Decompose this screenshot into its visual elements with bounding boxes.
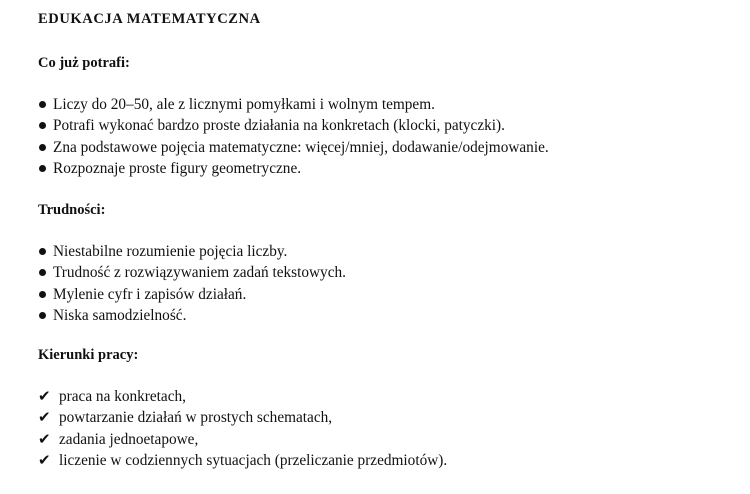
difficulties-list (38, 241, 346, 326)
list-item (38, 137, 549, 158)
list-item-text: Potrafi wykonać bardzo proste działania na konkretach (klocki, patyczki). (53, 117, 505, 135)
list-item (38, 94, 549, 115)
list-item-text: praca na konkretach, (59, 388, 186, 405)
section-heading-abilities: Co już potrafi: (38, 55, 130, 71)
list-item (38, 158, 549, 179)
bullet-icon (39, 122, 46, 129)
list-item-text: Liczy do 20–50, ale z licznymi pomyłkami i wolnym tempem. (53, 96, 435, 113)
list-item-text: powtarzanie działań w prostych schematach, (59, 409, 333, 427)
list-item (38, 386, 447, 407)
list-item (38, 241, 346, 262)
abilities-list (38, 94, 549, 179)
list-item-text: Zna podstawowe pojęcia matematyczne: więcej/mniej, dodawanie/odejmowanie. (53, 138, 549, 156)
checkmark-icon: ✔ (38, 429, 51, 448)
bullet-icon (39, 291, 46, 298)
bullet-icon (39, 248, 46, 255)
list-item-text: Trudność z rozwiązywaniem zadań tekstowych. (53, 264, 346, 282)
section-heading-work-directions: Kierunki pracy: (38, 347, 139, 363)
list-item (38, 305, 346, 326)
list-item (38, 407, 447, 428)
bullet-icon (39, 269, 46, 276)
list-item (38, 284, 346, 305)
list-item-text: zadania jednoetapowe, (59, 430, 199, 448)
list-item (38, 429, 447, 450)
list-item (38, 450, 447, 471)
checkmark-icon: ✔ (38, 387, 51, 406)
bullet-icon (39, 312, 46, 319)
work-directions-list (38, 386, 447, 471)
bullet-icon (39, 144, 46, 151)
list-item (38, 115, 549, 136)
list-item (38, 262, 346, 283)
bullet-icon (39, 165, 46, 172)
section-heading-difficulties: Trudności: (38, 202, 106, 218)
list-item-text: Niska samodzielność. (53, 306, 187, 324)
document-title: EDUKACJA MATEMATYCZNA (38, 11, 261, 27)
list-item-text: liczenie w codziennych sytuacjach (przeliczanie przedmiotów). (59, 451, 448, 469)
checkmark-icon: ✔ (38, 408, 51, 427)
checkmark-icon: ✔ (38, 451, 51, 470)
list-item-text: Mylenie cyfr i zapisów działań. (53, 285, 247, 303)
list-item-text: Niestabilne rozumienie pojęcia liczby. (53, 243, 288, 260)
bullet-icon (39, 101, 46, 108)
list-item-text: Rozpoznaje proste figury geometryczne. (53, 159, 302, 177)
